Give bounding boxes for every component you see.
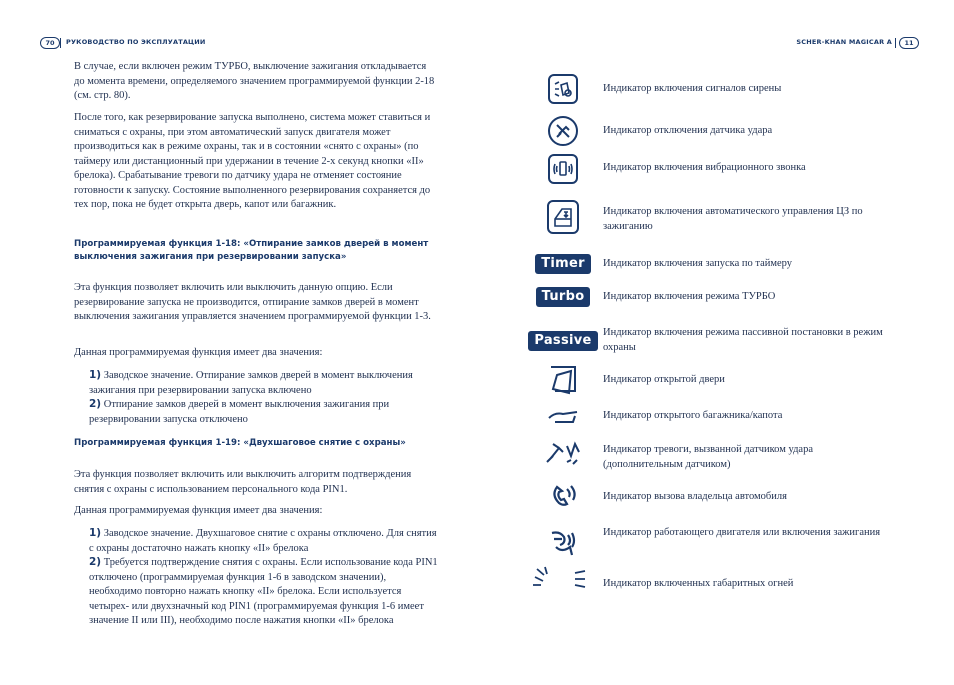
option-number: 2) [89, 398, 102, 410]
trunk-hood-open-icon [532, 404, 594, 428]
right-page-number: 11 [899, 37, 919, 49]
option-1-19-2 [89, 555, 441, 629]
indicator-label: Индикатор включения режима ТУРБО [603, 291, 776, 302]
option-number: 2) [89, 556, 102, 568]
paragraph-1-19-desc: Эта функция позволяет включить или выключить алгоритм подтверждения снятия с охраны с использованием персонального кода PIN1. [74, 469, 412, 495]
parking-lights-icon [528, 562, 592, 594]
turbo-badge [532, 286, 594, 308]
indicator-label: Индикатор включения вибрационного звонка [603, 162, 806, 173]
shock-sensor-off-icon [532, 114, 594, 148]
indicator-label: Индикатор включенных габаритных огней [603, 578, 794, 589]
indicator-label: Индикатор открытого багажника/капота [603, 410, 783, 421]
indicator-label: Индикатор вызова владельца автомобиля [603, 491, 787, 502]
left-page-number: 70 [40, 37, 60, 49]
passive-badge [532, 330, 594, 352]
indicator-label: Индикатор отключения датчика удара [603, 125, 773, 136]
indicator-label: Индикатор включения режима пассивной постановки в режим охраны [603, 327, 883, 353]
option-text: Заводское значение. Двухшаговое снятие с охраны отключено. Для снятия с охраны достаточно нажать кнопку «II» брелока [89, 528, 437, 554]
central-lock-icon [532, 199, 594, 235]
paragraph-1-18-values: Данная программируемая функция имеет два значения: [74, 347, 323, 358]
paragraph-reservation: После того, как резервирование запуска выполнено, система может ставиться и сниматься с охраны, при этом автоматический запуск двигателя может производиться как в режиме охраны, так и в состоянии «снято с охраны» (по таймеру или дистанционный при удержании в течение 2-х секунд кнопки «II» брелока). Срабатывание тревоги по датчику удара не отменяет состояние готовности к запуску. Состояние выполненного резервирования сохраняется до тех пор, пока не будет открыта дверь, капот или багажник. [74, 112, 431, 210]
indicator-label: Индикатор работающего двигателя или включения зажигания [603, 527, 881, 538]
paragraph-turbo: В случае, если включен режим ТУРБО, выключение зажигания откладывается до момента времени, определяемого значением программируемой функции 2-18 (см. стр. 80). [74, 61, 435, 101]
indicator-label: Индикатор тревоги, вызванной датчиком удара (дополнительным датчиком) [603, 444, 813, 470]
owner-call-icon [532, 479, 594, 513]
option-1-18-1 [89, 368, 441, 398]
left-running-title: РУКОВОДСТВО ПО ЭКСПЛУАТАЦИИ [66, 38, 206, 46]
siren-icon [532, 72, 594, 106]
timer-badge [532, 253, 594, 275]
function-heading-1-18: Программируемая функция 1-18: «Отпирание замков дверей в момент выключения зажигания при резервировании запуска» [74, 239, 429, 262]
option-text: Заводское значение. Отпирание замков дверей в момент выключения зажигания при резервировании запуска включено [89, 370, 413, 396]
option-number: 1) [89, 527, 102, 539]
badge-text: Timer [535, 254, 591, 274]
indicator-label: Индикатор открытой двери [603, 374, 725, 385]
badge-text: Turbo [536, 287, 591, 307]
option-text: Требуется подтверждение снятия с охраны. Если использование кода PIN1 отключено (программируемая функция 1-6 в заводском значении), необходимо повторно нажать кнопку «II» брелока. Если используется четырех- или двухзначный код PIN1 (программируемая функция 1-6 имеет значение II или III), необходимо после нажатия кнопки «II» брелока [89, 557, 438, 626]
option-text: Отпирание замков дверей в момент выключения зажигания при резервировании запуска отключено [89, 399, 390, 425]
shock-alarm-icon [532, 434, 594, 470]
paragraph-1-19-values: Данная программируемая функция имеет два значения: [74, 505, 323, 516]
option-number: 1) [89, 369, 102, 381]
option-1-19-1 [89, 526, 441, 556]
option-1-18-2 [89, 397, 441, 427]
function-heading-1-19: Программируемая функция 1-19: «Двухшаговое снятие с охраны» [74, 438, 406, 448]
header-divider [60, 38, 61, 48]
indicator-label: Индикатор включения сигналов сирены [603, 83, 782, 94]
header-divider [895, 38, 896, 48]
door-open-icon [532, 362, 594, 398]
engine-running-icon [532, 525, 594, 561]
right-running-title: SCHER-KHAN MAGICAR A [796, 38, 892, 46]
paragraph-1-18-desc: Эта функция позволяет включить или выключить данную опцию. Если резервирование запуска не производится, отпирание замков дверей в момент выключения зажигания управляется значением программируемой функции 1-3. [74, 282, 431, 322]
indicator-label: Индикатор включения автоматического управления ЦЗ по зажиганию [603, 206, 863, 232]
indicator-label: Индикатор включения запуска по таймеру [603, 258, 793, 269]
badge-text: Passive [528, 331, 597, 351]
vibration-icon [532, 152, 594, 186]
